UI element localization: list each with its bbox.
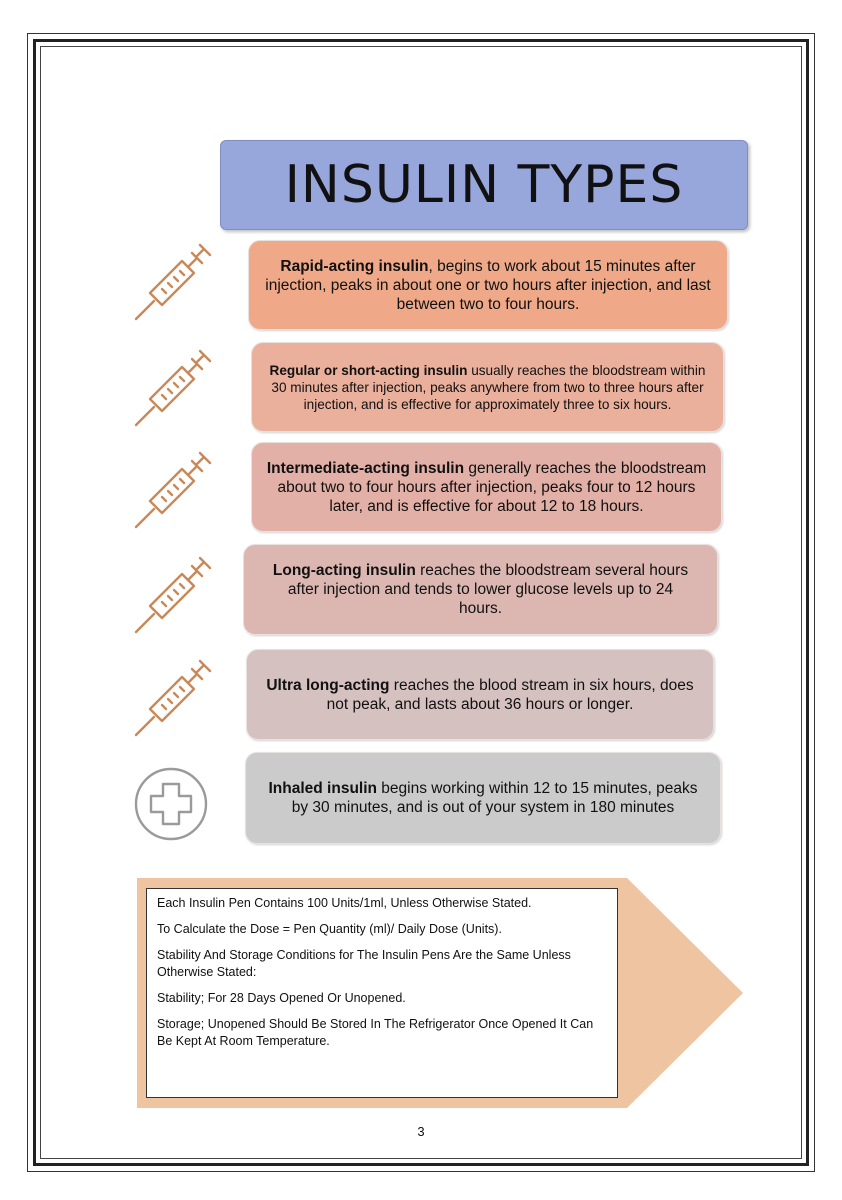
- medical-cross-icon: [133, 766, 209, 842]
- insulin-type-description: reaches the blood stream in six hours, does not peak, and lasts about 36 hours or longer.: [326, 676, 694, 713]
- note-dose-calculation: To Calculate the Dose = Pen Quantity (ml)/ Daily Dose (Units).: [157, 922, 502, 936]
- notes-box: [146, 888, 618, 1098]
- syringe-icon: [132, 451, 212, 531]
- insulin-type-description: generally reaches the bloodstream about two to four hours after injection, peaks four to 12 hours later, and is effective for about 12 to 18 hours.: [277, 459, 707, 515]
- syringe-icon: [132, 243, 212, 323]
- insulin-type-inhaled: [245, 752, 721, 844]
- syringe-icon: [132, 349, 212, 429]
- syringe-icon: [132, 659, 212, 739]
- note-storage: Storage; Unopened Should Be Stored In The Refrigerator Once Opened It Can Be Kept At Room Temperature.: [157, 1017, 594, 1048]
- insulin-type-name: Intermediate-acting insulin: [266, 459, 465, 477]
- insulin-type-description: reaches the bloodstream several hours after injection and tends to lower glucose levels up to 24 hours.: [287, 562, 689, 617]
- insulin-type-long: [243, 544, 718, 635]
- insulin-type-name: Regular or short-acting insulin: [269, 362, 468, 378]
- page-number: 3: [417, 1124, 425, 1139]
- insulin-type-name: Long-acting insulin: [272, 562, 416, 579]
- insulin-type-description: usually reaches the bloodstream within 30 minutes after injection, peaks anywhere from two to three hours after injection, and is effective for approximately three to six hours.: [271, 362, 706, 412]
- insulin-type-name: Ultra long-acting: [266, 676, 390, 694]
- note-stability-storage-intro: Stability And Storage Conditions for The Insulin Pens Are the Same Unless Otherwise Stated:: [157, 948, 571, 979]
- note-stability: Stability; For 28 Days Opened Or Unopened.: [157, 991, 406, 1005]
- insulin-type-description: , begins to work about 15 minutes after injection, peaks in about one or two hours after injection, and last between two to four hours.: [265, 257, 711, 313]
- insulin-type-regular: [251, 342, 724, 432]
- insulin-type-description: begins working within 12 to 15 minutes, peaks by 30 minutes, and is out of your system in 180 minutes: [291, 780, 698, 816]
- page-title: INSULIN TYPES: [284, 155, 684, 215]
- insulin-type-intermediate: [251, 442, 722, 532]
- syringe-icon: [132, 556, 212, 636]
- note-pen-contents: Each Insulin Pen Contains 100 Units/1ml, Unless Otherwise Stated.: [157, 896, 532, 910]
- title-banner: [220, 140, 748, 230]
- insulin-type-rapid: [248, 240, 728, 330]
- insulin-type-ultra-long: [246, 649, 714, 740]
- insulin-type-name: Rapid-acting insulin: [280, 257, 429, 275]
- insulin-type-name: Inhaled insulin: [268, 780, 377, 797]
